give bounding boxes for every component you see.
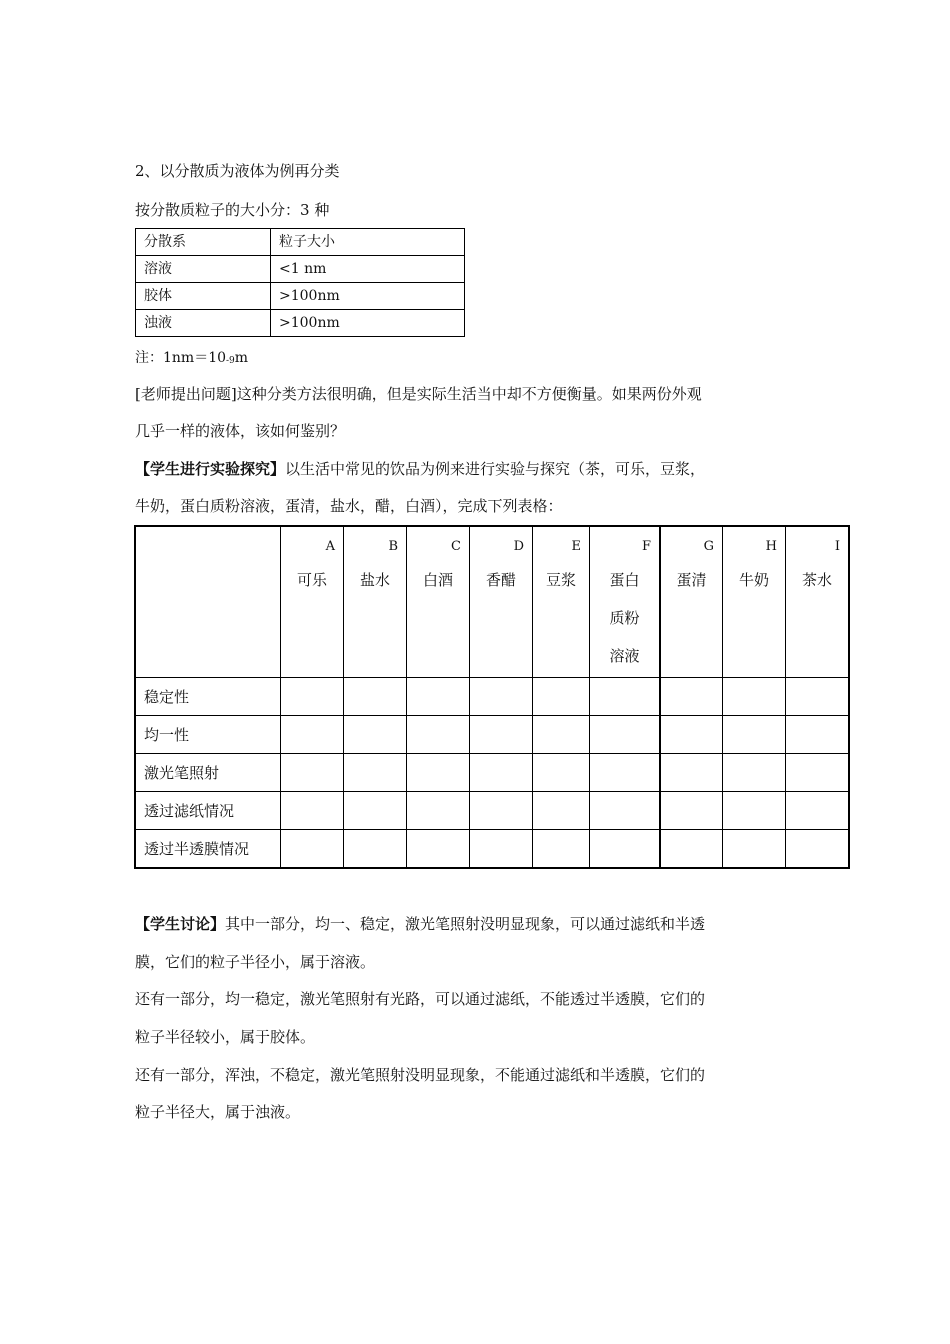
table-row <box>136 229 465 256</box>
table-cell[interactable] <box>660 830 723 869</box>
size-intro: 按分散质粒子的大小分：3 种 <box>135 201 330 219</box>
section-heading: 2、以分散质为液体为例再分类 <box>135 162 340 180</box>
teacher-question-line2: 几乎一样的液体，该如何鉴别？ <box>135 422 346 440</box>
table-cell[interactable] <box>723 754 786 792</box>
table-cell[interactable] <box>723 716 786 754</box>
table-cell[interactable] <box>407 716 470 754</box>
table-cell[interactable] <box>786 754 850 792</box>
table-cell[interactable] <box>533 792 590 830</box>
table-cell[interactable] <box>470 792 533 830</box>
table-cell[interactable] <box>407 830 470 869</box>
table-cell[interactable] <box>590 792 661 830</box>
size-header-system: 分散系 <box>136 229 271 256</box>
row-label-uniformity: 均一性 <box>135 716 281 754</box>
table-row <box>136 256 465 283</box>
size-cell-size: >100nm <box>271 283 465 310</box>
table-cell[interactable] <box>407 678 470 716</box>
table-cell[interactable] <box>407 792 470 830</box>
size-cell-size: >100nm <box>271 310 465 337</box>
table-cell[interactable] <box>344 678 407 716</box>
column-header-f: F 蛋白质粉溶液 <box>590 526 661 678</box>
table-cell[interactable] <box>723 678 786 716</box>
table-row <box>135 830 849 869</box>
row-label-laser: 激光笔照射 <box>135 754 281 792</box>
table-cell[interactable] <box>281 754 344 792</box>
column-header-a: A 可乐 <box>281 526 344 678</box>
table-cell[interactable] <box>281 716 344 754</box>
table-cell[interactable] <box>470 678 533 716</box>
table-row <box>135 754 849 792</box>
discussion-p1-line1: 【学生讨论】其中一部分，均一、稳定，激光笔照射没明显现象，可以通过滤纸和半透 <box>135 915 706 933</box>
size-cell-size: <1 nm <box>271 256 465 283</box>
table-cell[interactable] <box>281 792 344 830</box>
table-row <box>136 283 465 310</box>
table-row <box>135 526 849 678</box>
column-header-h: H 牛奶 <box>723 526 786 678</box>
table-cell[interactable] <box>344 754 407 792</box>
experiment-table <box>134 525 850 869</box>
row-label-stability: 稳定性 <box>135 678 281 716</box>
table-cell[interactable] <box>281 678 344 716</box>
table-cell[interactable] <box>590 830 661 869</box>
table-cell[interactable] <box>533 678 590 716</box>
table-cell[interactable] <box>786 678 850 716</box>
size-cell-system: 浊液 <box>136 310 271 337</box>
table-row <box>136 310 465 337</box>
discussion-p1-line2: 膜，它们的粒子半径小，属于溶液。 <box>135 953 376 971</box>
row-label-membrane: 透过半透膜情况 <box>135 830 281 869</box>
table-cell[interactable] <box>660 792 723 830</box>
discussion-p3-line2: 粒子半径大，属于浊液。 <box>135 1103 301 1121</box>
unit-note: 注：$1nm=10^{-9}m$ <box>135 350 249 366</box>
table-cell[interactable] <box>660 716 723 754</box>
student-experiment-line1: 【学生进行实验探究】以生活中常见的饮品为例来进行实验与探究（茶，可乐，豆浆， <box>135 460 706 478</box>
corner-cell <box>135 526 281 678</box>
table-cell[interactable] <box>470 754 533 792</box>
size-cell-system: 溶液 <box>136 256 271 283</box>
discussion-tag: 【学生讨论】 <box>135 915 226 933</box>
column-header-c: C 白酒 <box>407 526 470 678</box>
table-cell[interactable] <box>344 830 407 869</box>
teacher-question-line1: [老师提出问题]这种分类方法很明确，但是实际生活当中却不方便衡量。如果两份外观 <box>135 385 702 403</box>
table-cell[interactable] <box>786 792 850 830</box>
table-cell[interactable] <box>281 830 344 869</box>
table-cell[interactable] <box>533 716 590 754</box>
table-row <box>135 716 849 754</box>
table-cell[interactable] <box>590 716 661 754</box>
size-header-size: 粒子大小 <box>271 229 465 256</box>
column-header-i: I 茶水 <box>786 526 850 678</box>
table-cell[interactable] <box>660 678 723 716</box>
table-row <box>135 678 849 716</box>
table-cell[interactable] <box>470 716 533 754</box>
size-table <box>135 228 465 337</box>
table-cell[interactable] <box>660 754 723 792</box>
table-cell[interactable] <box>590 754 661 792</box>
discussion-p2-line1: 还有一部分，均一稳定，激光笔照射有光路，可以通过滤纸，不能透过半透膜，它们的 <box>135 990 706 1008</box>
discussion-p2-line2: 粒子半径较小，属于胶体。 <box>135 1028 316 1046</box>
student-experiment-tag: 【学生进行实验探究】 <box>135 460 286 478</box>
table-cell[interactable] <box>533 754 590 792</box>
table-cell[interactable] <box>344 716 407 754</box>
table-cell[interactable] <box>786 830 850 869</box>
discussion-p3-line1: 还有一部分，浑浊，不稳定，激光笔照射没明显现象，不能通过滤纸和半透膜，它们的 <box>135 1066 706 1084</box>
table-cell[interactable] <box>723 830 786 869</box>
row-label-filter-paper: 透过滤纸情况 <box>135 792 281 830</box>
column-header-e: E 豆浆 <box>533 526 590 678</box>
table-cell[interactable] <box>344 792 407 830</box>
table-cell[interactable] <box>470 830 533 869</box>
student-experiment-line2: 牛奶，蛋白质粉溶液，蛋清，盐水，醋，白酒），完成下列表格： <box>135 497 563 515</box>
column-header-d: D 香醋 <box>470 526 533 678</box>
table-cell[interactable] <box>786 716 850 754</box>
column-header-g: G 蛋清 <box>660 526 723 678</box>
table-cell[interactable] <box>590 678 661 716</box>
table-cell[interactable] <box>723 792 786 830</box>
column-header-b: B 盐水 <box>344 526 407 678</box>
table-cell[interactable] <box>533 830 590 869</box>
size-cell-system: 胶体 <box>136 283 271 310</box>
table-cell[interactable] <box>407 754 470 792</box>
table-row <box>135 792 849 830</box>
